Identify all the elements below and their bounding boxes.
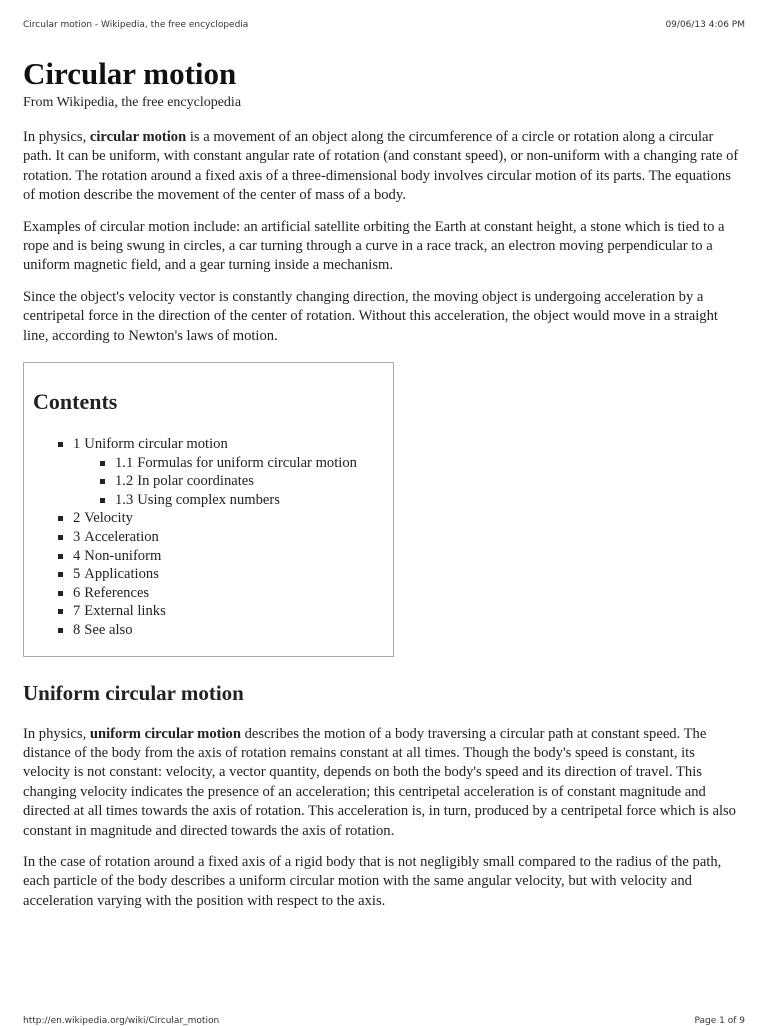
toc-item-label[interactable]: Using complex numbers	[137, 491, 280, 508]
toc-item-number: 3	[73, 529, 81, 546]
toc-item-number: 7	[73, 603, 81, 620]
bullet-icon	[58, 609, 63, 614]
toc-item-label[interactable]: See also	[84, 622, 133, 638]
section1-paragraph-1	[23, 725, 745, 841]
toc-list	[33, 435, 381, 640]
section1-p1-before: In physics,	[23, 725, 90, 742]
print-footer-url: http://en.wikipedia.org/wiki/Circular_motion	[23, 1016, 220, 1026]
intro-p1-after: is a movement of an object along the circumference of a circle or rotation along a circular path. It can be uniform, with constant angular rate of rotation (and constant speed), or non-uniform with a changing rate of rotation. The rotation around a fixed axis of a three-dimensional body involves circular motion of its parts. The equations of motion describe the movement of the center of mass of a body.	[23, 129, 739, 204]
toc-item[interactable]	[33, 509, 381, 528]
toc-item-number: 2	[73, 510, 81, 527]
toc-item-label[interactable]: Formulas for uniform circular motion	[137, 454, 357, 471]
section1-paragraph-2: In the case of rotation around a fixed axis of a rigid body that is not negligibly small compared to the radius of the path, each particle of the body describes a uniform circular motion with the same angular velocity, but with velocity and acceleration varying with the position with respect to the axis.	[23, 854, 722, 909]
intro-p1-before: In physics,	[23, 129, 90, 145]
bullet-icon	[58, 628, 63, 633]
toc-item-label[interactable]: In polar coordinates	[137, 473, 254, 490]
toc-item-number: 4	[73, 547, 81, 564]
toc-item-label[interactable]: Non-uniform	[84, 547, 162, 564]
toc-item[interactable]	[33, 547, 381, 566]
section-heading-uniform-circular-motion: Uniform circular motion	[23, 680, 244, 705]
toc-heading: Contents	[33, 389, 118, 415]
toc-item-label[interactable]: Uniform circular motion	[84, 436, 228, 453]
print-header-title: Circular motion - Wikipedia, the free encyclopedia	[23, 20, 249, 30]
toc-item-label[interactable]: Velocity	[84, 510, 133, 527]
print-footer-page: Page 1 of 9	[694, 1016, 745, 1026]
toc-item[interactable]	[33, 491, 381, 510]
bullet-icon	[58, 442, 63, 447]
toc-item[interactable]	[33, 454, 381, 473]
bullet-icon	[58, 554, 63, 559]
toc-item-label[interactable]: Applications	[84, 566, 159, 583]
section1-p1-after: describes the motion of a body traversing a circular path at constant speed. The distance of the body from the axis of rotation remains constant at all times. Though the body's speed is constant, its velocity is not constant: velocity, a vector quantity, depends on both the body's speed and its direction of travel. This changing velocity indicates the presence of an acceleration; this centripetal acceleration is of constant magnitude and directed at all times towards the axis of rotation. This acceleration is, in turn, produced by a centripetal force which is also constant in magnitude and directed towards the axis of rotation.	[23, 725, 736, 839]
print-header	[23, 20, 745, 34]
intro-paragraph-3: Since the object's velocity vector is constantly changing direction, the moving object is undergoing acceleration by a centripetal force in the direction of the center of rotation. Without this acceleration, the object would move in a straight line, according to Newton's laws of motion.	[23, 288, 718, 344]
site-tagline: From Wikipedia, the free encyclopedia	[23, 95, 242, 110]
toc-item-number: 8	[73, 622, 81, 638]
toc-item-number: 5	[73, 566, 81, 583]
toc-item[interactable]	[33, 435, 381, 454]
article-content	[23, 54, 745, 923]
toc-item[interactable]	[33, 472, 381, 491]
toc-item[interactable]	[33, 584, 381, 603]
toc-item[interactable]	[33, 621, 381, 640]
toc-item-number: 1	[73, 436, 81, 453]
section1-p1-bold-term: uniform circular motion	[89, 725, 241, 742]
bullet-icon	[58, 591, 63, 596]
print-header-datetime: 09/06/13 4:06 PM	[665, 20, 745, 30]
intro-p1-bold-term: circular motion	[89, 129, 187, 145]
toc-item-label[interactable]: Acceleration	[84, 529, 159, 546]
intro-paragraph-2: Examples of circular motion include: an artificial satellite orbiting the Earth at constant height, a stone which is tied to a rope and is being swung in circles, a car turning through a curve in a race track, an electron moving perpendicular to a uniform magnetic field, and a gear turning inside a mechanism.	[23, 218, 725, 274]
toc-item-number: 1.3	[115, 491, 134, 508]
toc-item[interactable]	[33, 565, 381, 584]
toc-item-number: 1.2	[115, 473, 134, 490]
toc-item-number: 1.1	[115, 454, 134, 471]
toc-item[interactable]	[33, 528, 381, 547]
toc-item-number: 6	[73, 584, 81, 601]
bullet-icon	[100, 479, 105, 484]
bullet-icon	[58, 516, 63, 521]
intro-paragraph-1	[23, 128, 745, 206]
page-title: Circular motion	[23, 56, 237, 91]
bullet-icon	[100, 461, 105, 466]
toc-item-label[interactable]: External links	[84, 603, 166, 620]
toc-item-label[interactable]: References	[84, 584, 150, 601]
bullet-icon	[58, 572, 63, 577]
bullet-icon	[100, 498, 105, 503]
table-of-contents	[23, 362, 394, 657]
bullet-icon	[58, 535, 63, 540]
toc-item[interactable]	[33, 602, 381, 621]
